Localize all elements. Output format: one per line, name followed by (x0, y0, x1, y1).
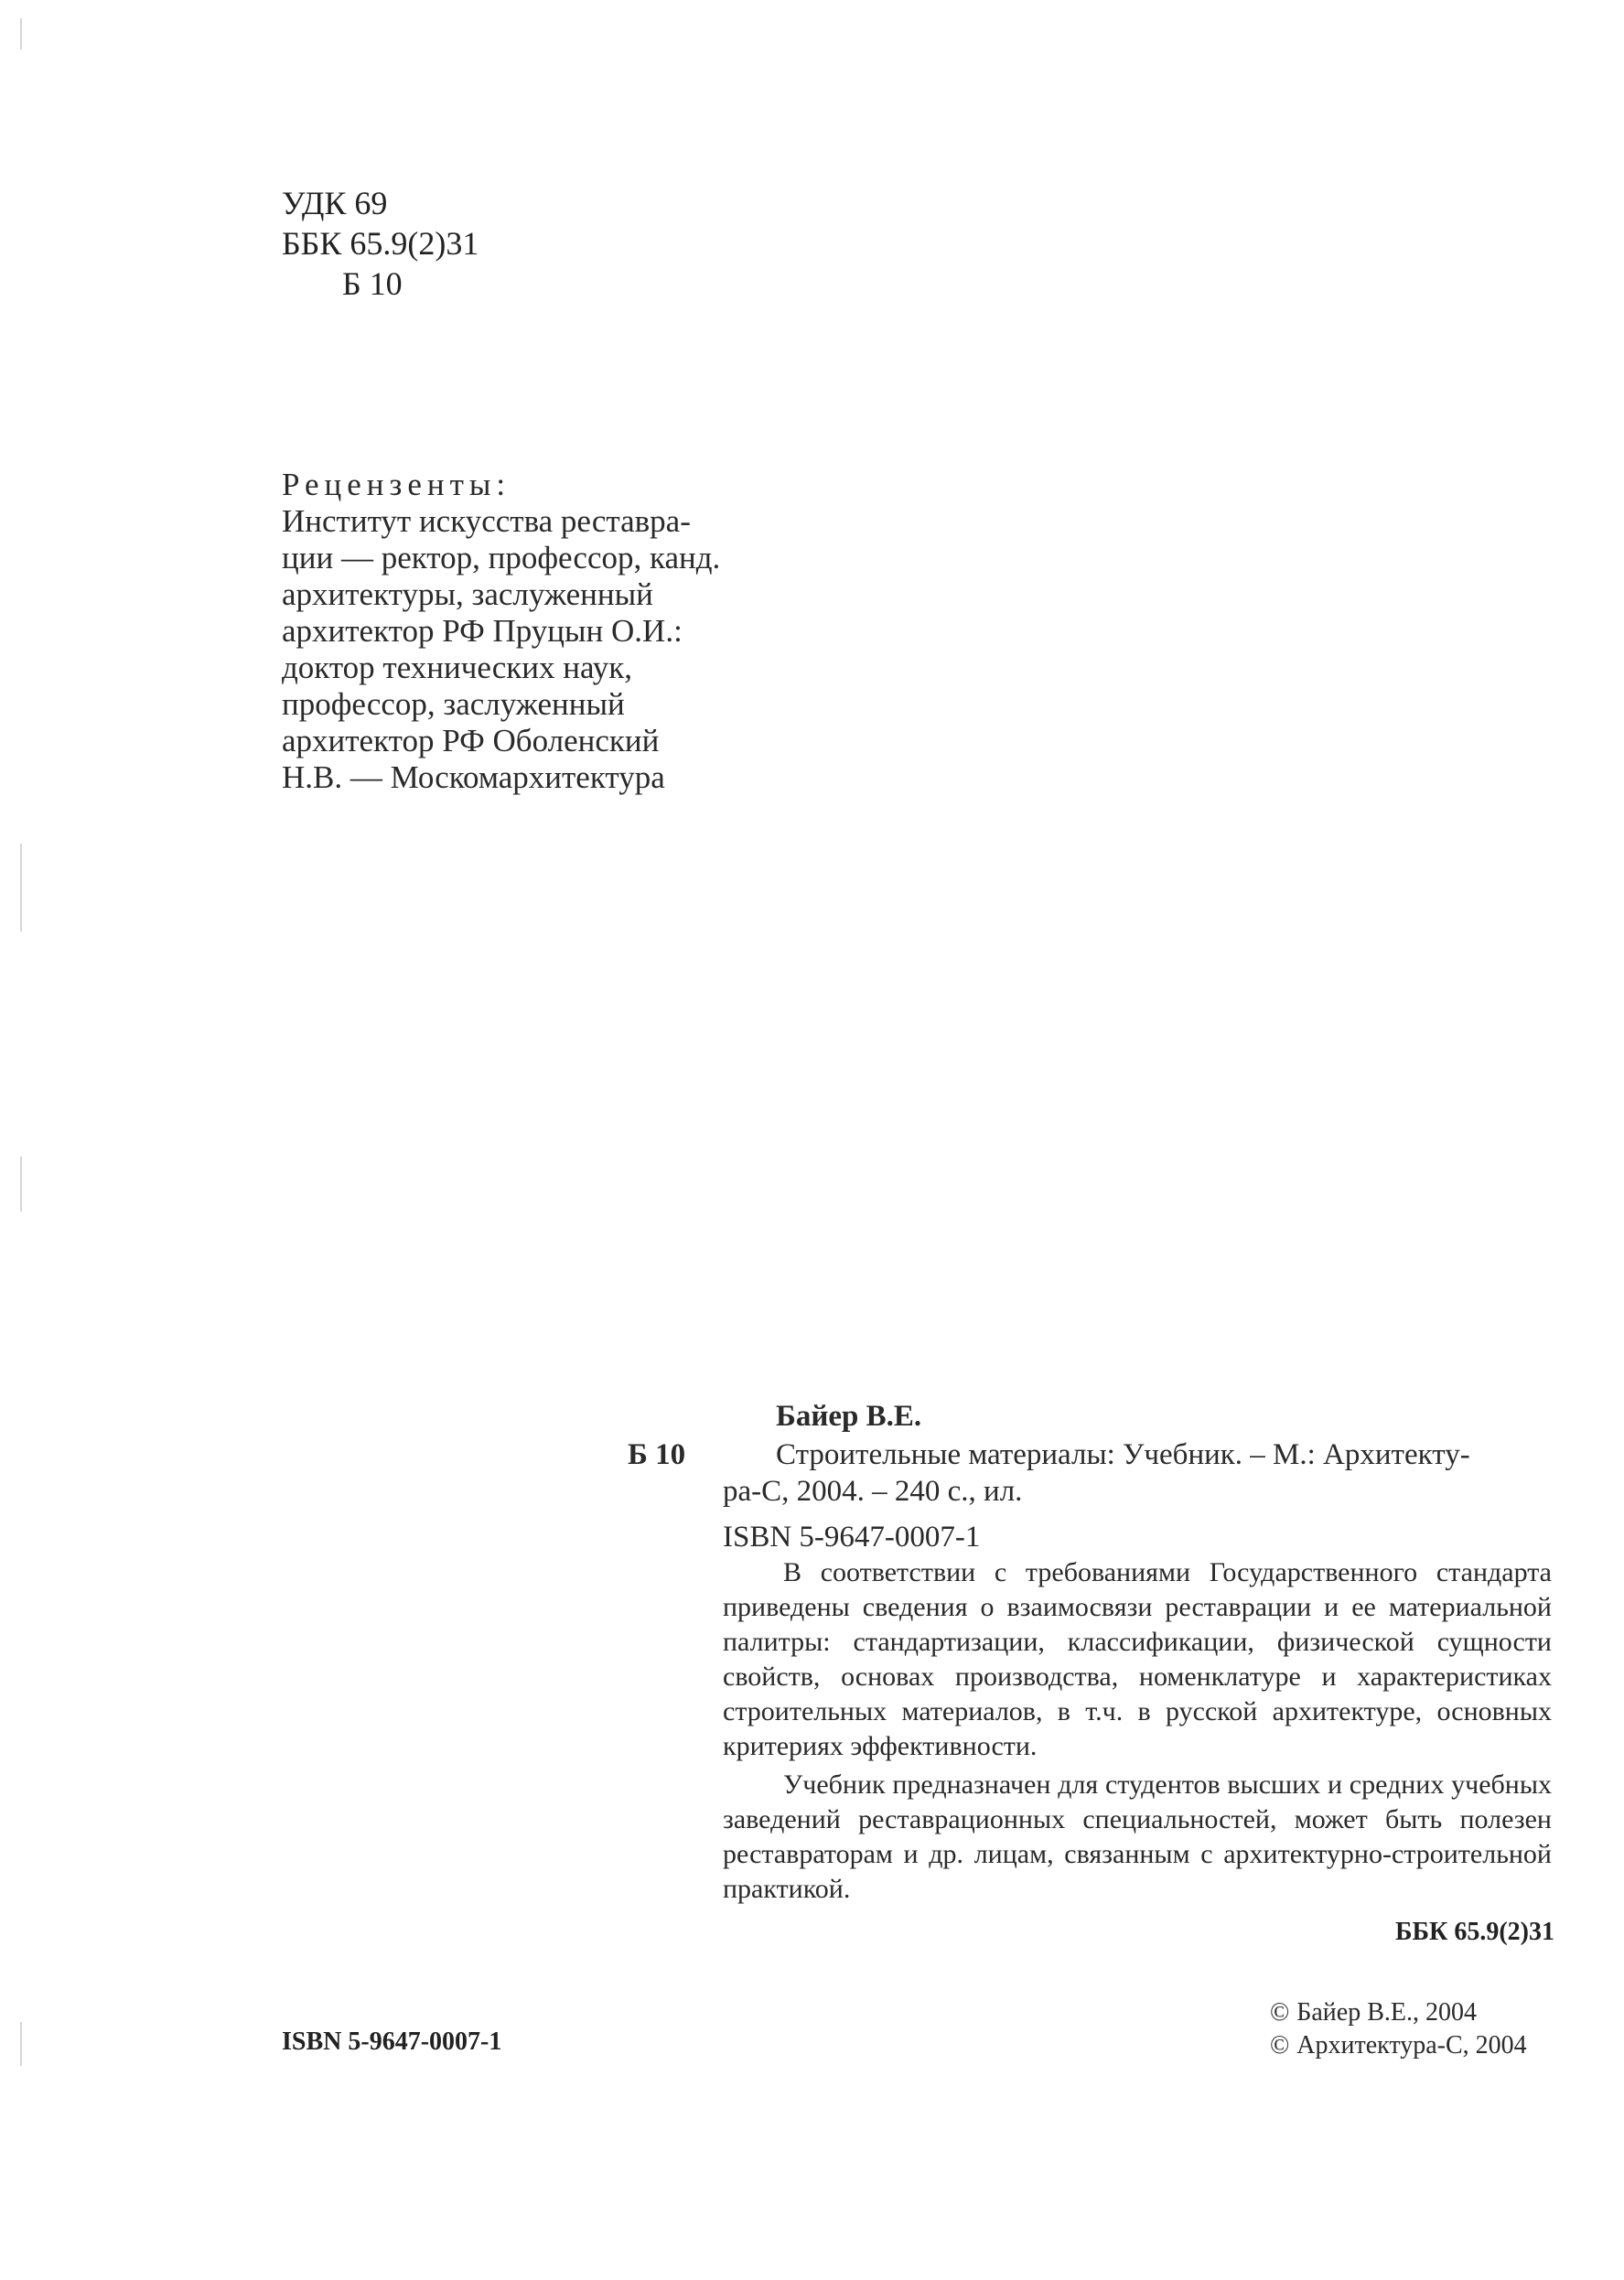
footer-bbk: ББК 65.9(2)31 (1395, 1918, 1554, 1946)
classification-block (282, 183, 479, 304)
scan-artifact (20, 1156, 22, 1211)
reviewer-line: профессор, заслуженный (282, 686, 625, 722)
copyright-block (1270, 1996, 1527, 2062)
catalog-code: Б 10 (628, 1438, 686, 1471)
copyright-publisher-line (1270, 2029, 1527, 2062)
reviewer-line: архитектор РФ Пруцын О.И.: (282, 613, 683, 649)
reviewer-line: архитектуры, заслуженный (282, 576, 653, 612)
copyright-symbol: © (1270, 2031, 1290, 2060)
reviewer-line: Институт искусства реставра- (282, 503, 691, 539)
catalog-abstract (723, 1555, 1552, 1907)
reviewer-line: ции — ректор, профессор, канд. (282, 540, 721, 575)
reviewers-block (282, 467, 794, 796)
scan-artifact (20, 2022, 22, 2066)
catalog-biblio-line1: Строительные материалы: Учебник. – М.: Архитекту- (776, 1438, 1470, 1471)
reviewer-line: доктор технических наук, (282, 650, 633, 685)
udk-code: УДК 69 (282, 185, 388, 221)
abstract-paragraph: Учебник предназначен для студентов высших и средних учебных заведений реставрационных специальностей, может быть полезен реставраторам и др. лицам, связанным с архитектурно-строительной практикой. (723, 1769, 1552, 1904)
copyright-author: Байер В.Е., 2004 (1296, 1998, 1477, 2027)
catalog-biblio-line2: ра-С, 2004. – 240 с., ил. (723, 1475, 1023, 1508)
catalog-isbn: ISBN 5-9647-0007-1 (723, 1521, 981, 1554)
footer-isbn: ISBN 5-9647-0007-1 (282, 2027, 502, 2056)
scan-artifact (20, 844, 22, 931)
catalog-author: Байер В.Е. (776, 1400, 922, 1433)
copyright-author-line (1270, 1996, 1527, 2029)
author-mark: Б 10 (342, 265, 403, 302)
reviewers-heading: Рецензенты: (282, 467, 511, 502)
reviewer-line: Н.В. — Москомархитектура (282, 759, 665, 795)
bbk-code: ББК 65.9(2)31 (282, 225, 479, 262)
copyright-symbol: © (1270, 1998, 1290, 2027)
abstract-paragraph: В соответствии с требованиями Государственного стандарта приведены сведения о взаимосвязи реставрации и ее материальной палитры: стандартизации, классификации, физической сущности свойств, основах производства, номенклатуре и характеристиках строительных материалов, в т.ч. в русской архитектуре, основных критериях эффективности. (723, 1557, 1552, 1761)
scan-artifact (20, 18, 22, 49)
copyright-publisher: Архитектура-С, 2004 (1296, 2031, 1527, 2060)
reviewer-line: архитектор РФ Оболенский (282, 723, 660, 758)
